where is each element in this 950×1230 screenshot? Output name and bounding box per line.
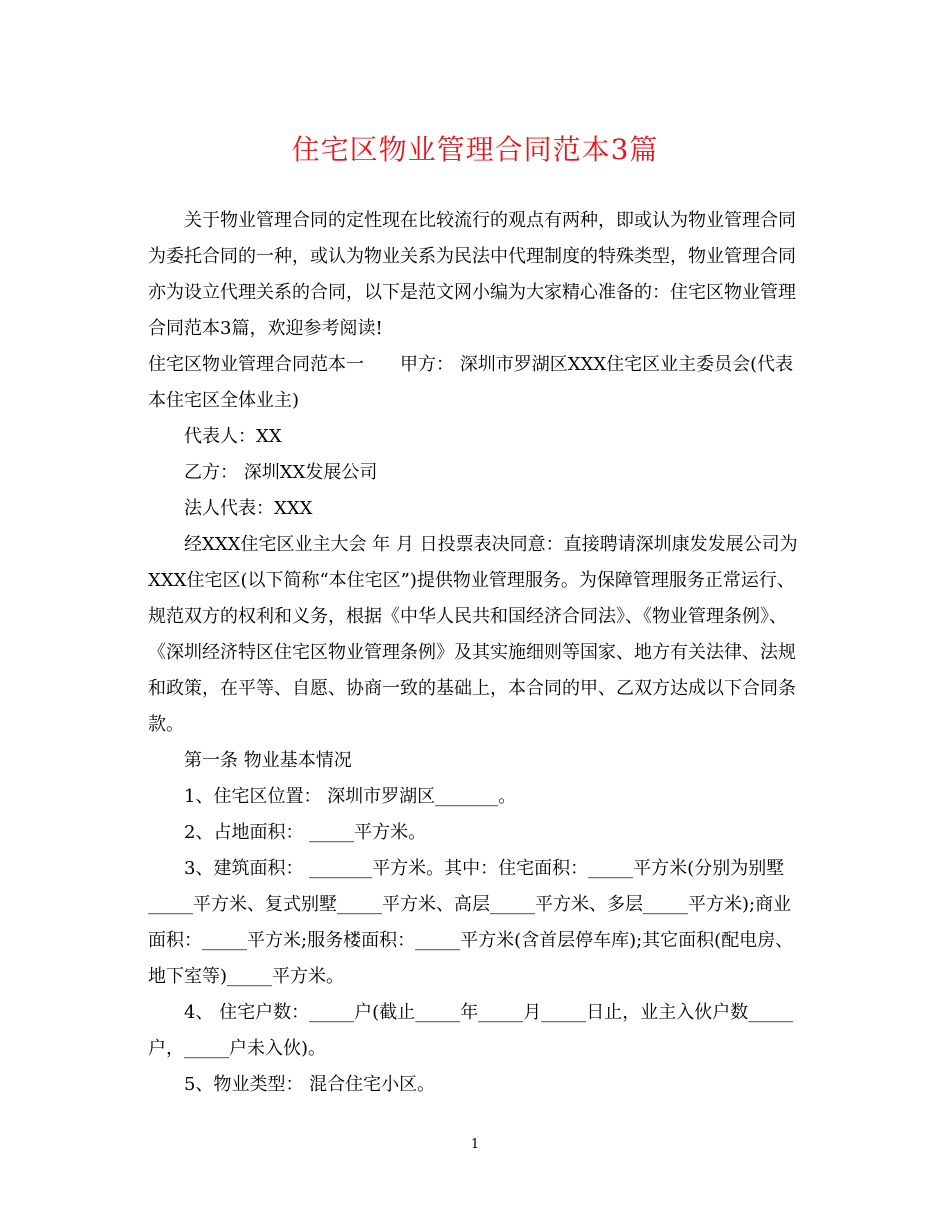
preamble-paragraph: 经XXX住宅区业主大会 年 月 日投票表决同意：直接聘请深圳康发发展公司为XXX住宅区(以下简称“本住宅区”)提供物业管理服务。为保障管理服务正常运行、规范双方的权利和义务，根据《中华人民共和国经济合同法》、《物业管理条例》、《深圳经济特区住宅区物业管理条例》及其实施细则等国家、地方有关法律、法规和政策，在平等、自愿、协商一致的基础上，本合同的甲、乙双方达成以下合同条款。 xyxy=(148,534,798,735)
item-property-type: 5、物业类型： 混合住宅小区。 xyxy=(184,1074,436,1095)
document-title: 住宅区物业管理合同范本3篇 xyxy=(291,133,659,166)
intro-paragraph: 关于物业管理合同的定性现在比较流行的观点有两种，即或认为物业管理合同为委托合同的一种，或认为物业关系为民法中代理制度的特殊类型，物业管理合同亦为设立代理关系的合同，以下是范文网小编为大家精心准备的：住宅区物业管理合同范本3篇，欢迎参考阅读! xyxy=(148,210,796,339)
representative-paragraph: 代表人：XX xyxy=(184,426,282,447)
party-a-paragraph: 住宅区物业管理合同范本一 甲方： 深圳市罗湖区XXX住宅区业主委员会(代表本住宅区全体业主) xyxy=(148,354,794,411)
article-one-heading: 第一条 物业基本情况 xyxy=(184,750,352,771)
item-households: 4、 住宅户数：_____户(截止_____年_____月_____日止，业主入伙户数_____户，_____户未入伙)。 xyxy=(148,1002,794,1059)
page-number: 1 xyxy=(470,1137,480,1152)
document-body xyxy=(148,203,808,1103)
item-land-area: 2、占地面积： _____平方米。 xyxy=(184,822,427,843)
party-b-paragraph: 乙方： 深圳XX发展公司 xyxy=(184,462,378,483)
legal-representative-paragraph: 法人代表：XXX xyxy=(184,498,313,519)
item-building-area: 3、建筑面积： _______平方米。其中：住宅面积：_____平方米(分别为别墅_____平方米、复式别墅_____平方米、高层_____平方米、多层_____平方米);商业面积：_____平方米;服务楼面积：_____平方米(含首层停车库);其它面积(配电房、地下室等)_____平方米。 xyxy=(148,858,794,987)
item-location: 1、住宅区位置： 深圳市罗湖区_______。 xyxy=(184,786,517,807)
